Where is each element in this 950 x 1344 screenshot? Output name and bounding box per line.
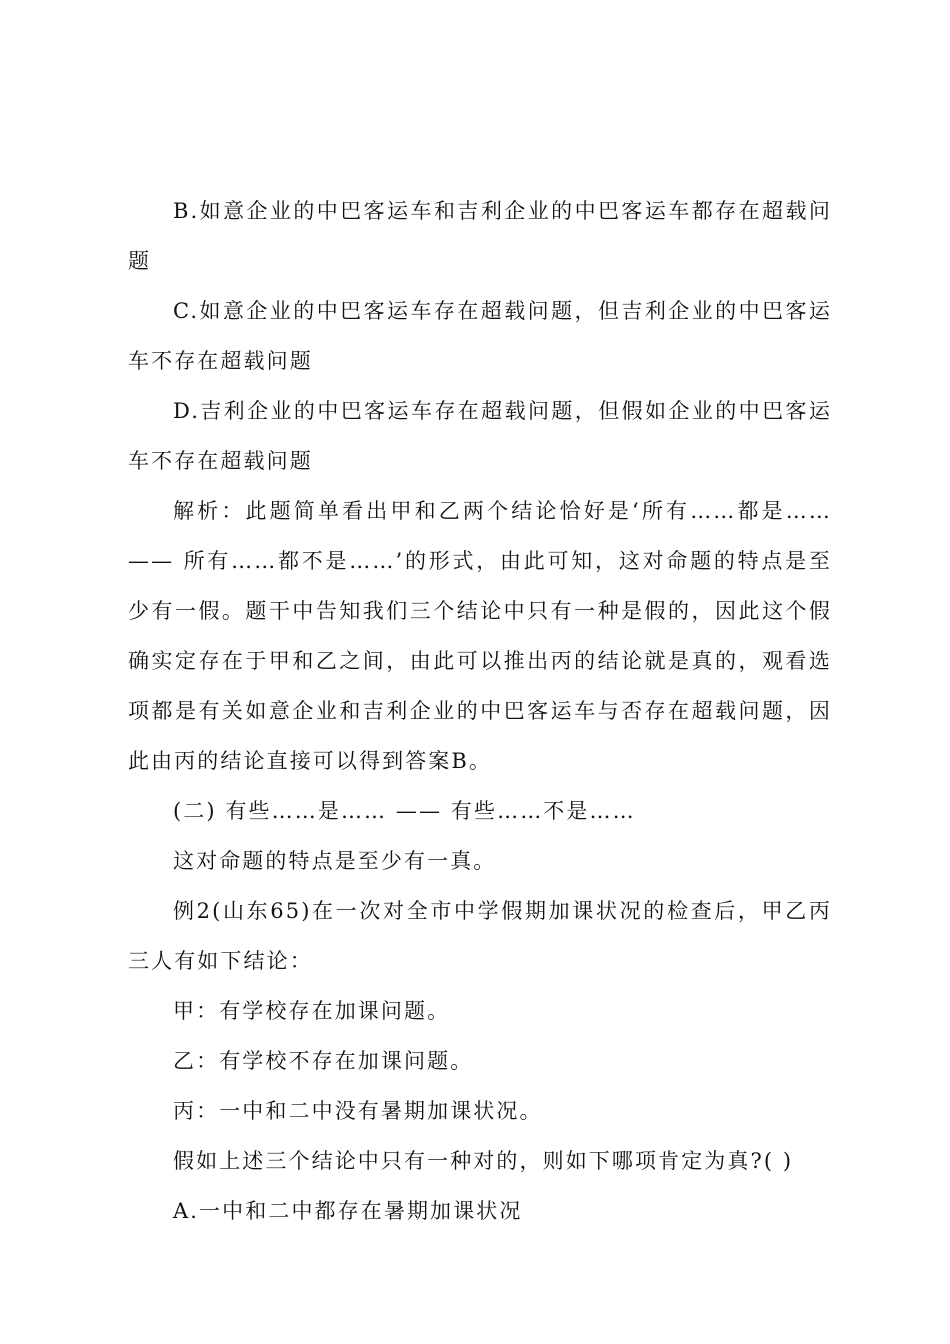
section-heading: (二) 有些……是…… —— 有些……不是…… [173, 799, 636, 823]
conclusion-jia: 甲：有学校存在加课问题。 [173, 999, 451, 1023]
option-d-paragraph: D.吉利企业的中巴客运车存在超载问题，但假如企业的中巴客运车不存在超载问题 [128, 399, 832, 473]
conclusion-bing: 丙：一中和二中没有暑期加课状况。 [173, 1099, 543, 1123]
feature-paragraph: 这对命题的特点是至少有一真。 [173, 849, 497, 873]
option-b-paragraph: B.如意企业的中巴客运车和吉利企业的中巴客运车都存在超载问题 [128, 199, 832, 273]
example-paragraph: 例2(山东65)在一次对全市中学假期加课状况的检查后，甲乙丙三人有如下结论： [128, 899, 832, 973]
conclusion-yi: 乙：有学校不存在加课问题。 [173, 1049, 474, 1073]
option-a-paragraph: A.一中和二中都存在暑期加课状况 [173, 1199, 523, 1223]
document-body [128, 186, 832, 1236]
option-c-paragraph: C.如意企业的中巴客运车存在超载问题，但吉利企业的中巴客运车不存在超载问题 [128, 299, 832, 373]
analysis-paragraph: 解析：此题简单看出甲和乙两个结论恰好是‘所有……都是…… —— 所有……都不是……’的形式，由此可知，这对命题的特点是至少有一假。题干中告知我们三个结论中只有一种是假的，因此这个假确实定存在于甲和乙之间，由此可以推出丙的结论就是真的，观看选项都是有关如意企业和吉利企业的中巴客运车与否存在超载问题，因此由丙的结论直接可以得到答案B。 [128, 499, 832, 773]
question-paragraph: 假如上述三个结论中只有一种对的，则如下哪项肯定为真?( ) [173, 1149, 794, 1173]
